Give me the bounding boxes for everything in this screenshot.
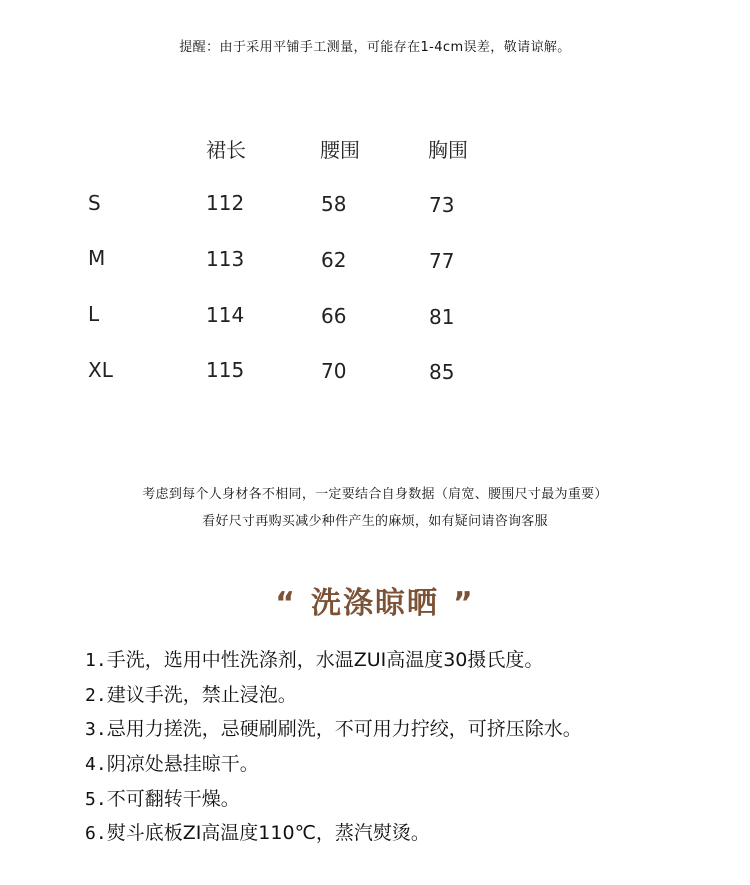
item-text: 手洗，选用中性洗涤剂，水温ZUI高温度30摄氏度。 [106, 649, 544, 671]
sizing-advice-line-1: 考虑到每个人身材各不相同，一定要结合自身数据（肩宽、腰围尺寸最为重要） [142, 487, 608, 502]
table-cell: 62 [321, 248, 347, 272]
item-number: 5. [85, 788, 107, 810]
size-chart [0, 0, 750, 420]
item-text: 阴凉处悬挂晾干。 [106, 753, 259, 776]
care-title-text: 洗涤晾晒 [311, 586, 439, 621]
table-cell: 77 [429, 249, 455, 273]
item-number: 4. [85, 754, 107, 776]
size-label-s: S [88, 191, 101, 215]
list-item [85, 647, 582, 682]
item-number: 2. [85, 684, 107, 706]
table-cell: 112 [206, 191, 245, 215]
list-item [85, 786, 582, 821]
care-instructions-list [85, 647, 582, 855]
column-header-skirt-length: 裙长 [206, 138, 246, 162]
list-item [85, 820, 582, 855]
item-text: 忌用力搓洗，忌硬刷刷洗，不可用力拧绞，可挤压除水。 [106, 718, 582, 741]
item-number: 1. [85, 650, 107, 671]
table-cell: 70 [321, 359, 347, 383]
measurement-notice: 提醒：由于采用平铺手工测量，可能存在1-4cm误差，敬请谅解。 [179, 40, 571, 55]
size-label-l: L [88, 302, 100, 326]
table-cell: 113 [206, 247, 245, 271]
table-cell: 73 [429, 193, 455, 217]
table-cell: 115 [206, 358, 245, 382]
item-number: 3. [85, 719, 107, 741]
table-cell: 81 [429, 305, 455, 329]
item-number: 6. [85, 823, 107, 845]
item-text: 不可翻转干燥。 [106, 787, 240, 810]
table-cell: 58 [321, 192, 347, 216]
list-item [85, 716, 582, 751]
size-label-m: M [88, 246, 106, 270]
list-item [85, 751, 582, 786]
item-text: 熨斗底板ZI高温度110℃，蒸汽熨烫。 [106, 822, 430, 845]
sizing-advice-line-2: 看好尺寸再购买减少种件产生的麻烦，如有疑问请咨询客服 [202, 514, 548, 529]
list-item [85, 682, 582, 717]
column-header-waist: 腰围 [320, 138, 360, 162]
size-label-xl: XL [88, 358, 113, 382]
table-cell: 85 [429, 360, 455, 384]
table-cell: 66 [321, 304, 347, 328]
close-quote: ” [453, 586, 475, 621]
care-section-title [0, 578, 750, 622]
item-text: 建议手洗，禁止浸泡。 [106, 683, 297, 706]
open-quote: “ [275, 586, 297, 621]
table-cell: 114 [206, 303, 245, 327]
column-header-chest: 胸围 [428, 138, 468, 162]
